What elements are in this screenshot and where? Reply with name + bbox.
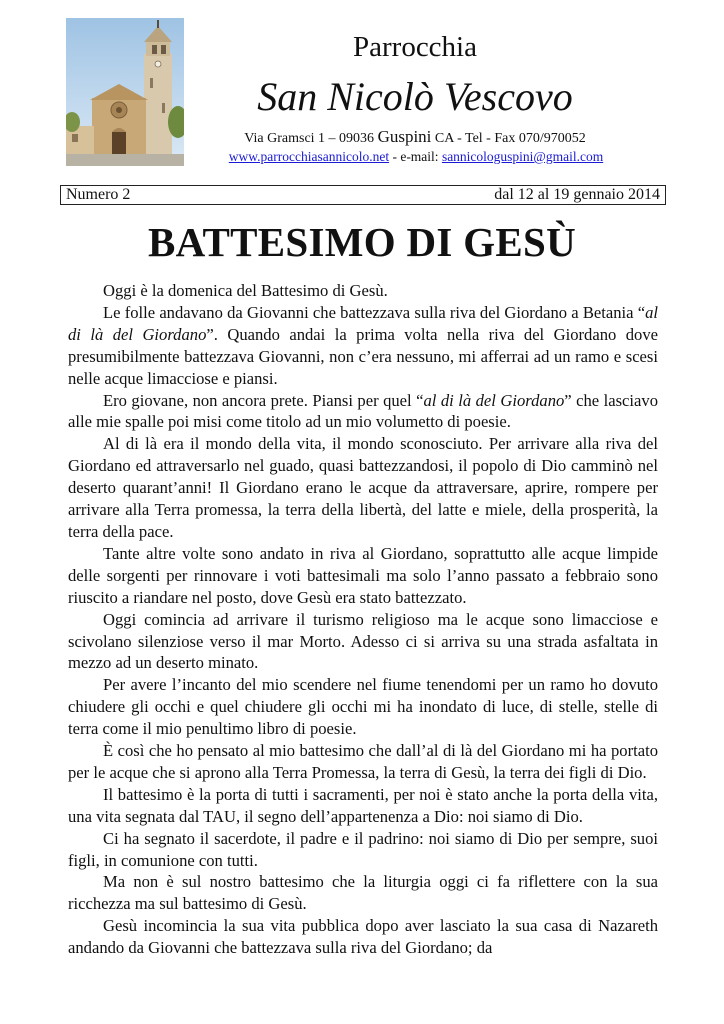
paragraph-8: È così che ho pensato al mio battesimo che dall’al di là del Giordano mi ha portato per le acque che si aprono alla Terra Promessa, la terra di Gesù, la terra dei figli di Dio.: [68, 741, 658, 782]
parish-contacts: [188, 148, 644, 166]
paragraph-11: Ma non è sul nostro battesimo che la liturgia oggi ci fa riflettere con la sua ricchezza ma sul battesimo di Gesù.: [68, 872, 658, 914]
parish-label: Parrocchia: [353, 31, 477, 63]
paragraph-2-text-a: Le folle andavano da Giovanni che battezzava sulla riva del Giordano a Betania “: [103, 302, 646, 322]
email-label: - e-mail:: [389, 149, 442, 164]
paragraph-3: [68, 390, 658, 434]
parish-name: San Nicolò Vescovo: [257, 74, 573, 119]
issue-number: Numero 2: [66, 186, 131, 203]
website-link[interactable]: www.parrocchiasannicolo.net: [228, 149, 390, 164]
issue-bar: [60, 185, 666, 205]
paragraph-2-text-c: ”. Quando andai la prima volta nella riva del Giordano dove presumibilmente battezzava Giovanni, non c’era nessuno, mi afferrai ad un ramo e scesi nelle acque limacciose e piansi.: [68, 324, 658, 388]
article-body: [68, 280, 658, 1024]
email-link[interactable]: sannicologuspini@gmail.com: [441, 149, 604, 164]
address-town: Guspini: [377, 127, 432, 146]
paragraph-12: Gesù incomincia la sua vita pubblica dopo aver lasciato la sua casa di Nazareth andando da Giovanni che battezzava sulla riva del Giordano; da: [68, 916, 658, 958]
church-photo-icon: [66, 18, 184, 166]
address-street: Via Gramsci 1 – 09036: [244, 131, 378, 146]
paragraph-1: Oggi è la domenica del Battesimo di Gesù.: [103, 281, 388, 300]
paragraph-3-text-c: ” che lasciavo alle mie spalle poi misi come titolo ad un mio volumetto di poesie.: [68, 390, 658, 432]
paragraph-10: Ci ha segnato il sacerdote, il padre e il padrino: noi siamo di Dio per sempre, suoi figli, in comunione con tutti.: [68, 828, 658, 870]
article-title: BATTESIMO DI GESÙ: [147, 219, 577, 265]
church-photo: [66, 18, 184, 166]
paragraph-3-text-a: Ero giovane, non ancora prete. Piansi per quel “: [103, 390, 424, 410]
paragraph-2-quote: al di là del Giordano: [68, 302, 658, 344]
paragraph-7: Per avere l’incanto del mio scendere nel fiume tenendomi per un ramo ho dovuto chiudere gli occhi e quel chiudere gli occhi mi ha inondato di luce, di stelle, stelle di terra come il mio penultimo libro di poesie.: [68, 675, 658, 739]
paragraph-4: Al di là era il mondo della vita, il mondo sconosciuto. Per arrivare alla riva del Giordano ed attraversarlo nel guado, quasi battezzandosi, il popolo di Dio camminò nel deserto quarant’anni! Il Giordano erano le acque da attraversare, aprire, rompere per arrivare alla Terra promessa, la terra della libertà, del latte e miele, della prosperità, la terra della pace.: [68, 434, 658, 541]
paragraph-5: Tante altre volte sono andato in riva al Giordano, soprattutto alle acque limpide delle sorgenti per rinnovare i voti battesimali ma solo l’anno passato a febbraio sono riuscito a riandare nel posto, dove Gesù era stato battezzato.: [68, 543, 658, 607]
parish-address: [190, 128, 640, 148]
paragraph-2: [68, 302, 658, 390]
paragraph-9: Il battesimo è la porta di tutti i sacramenti, per noi è stato anche la porta della vita, una vita segnata dal TAU, il segno dell’appartenenza a Dio: noi siamo di Dio.: [68, 784, 658, 826]
address-phone: CA - Tel - Fax 070/970052: [431, 131, 586, 146]
paragraph-6: Oggi comincia ad arrivare il turismo religioso ma le acque sono limacciose e scivolano silenziose verso il mar Morto. Adesso ci si arriva su una strada asfaltata in mezzo ad un deserto minato.: [68, 609, 658, 673]
paragraph-3-quote: al di là del Giordano: [423, 390, 565, 410]
issue-dates: dal 12 al 19 gennaio 2014: [494, 186, 660, 203]
